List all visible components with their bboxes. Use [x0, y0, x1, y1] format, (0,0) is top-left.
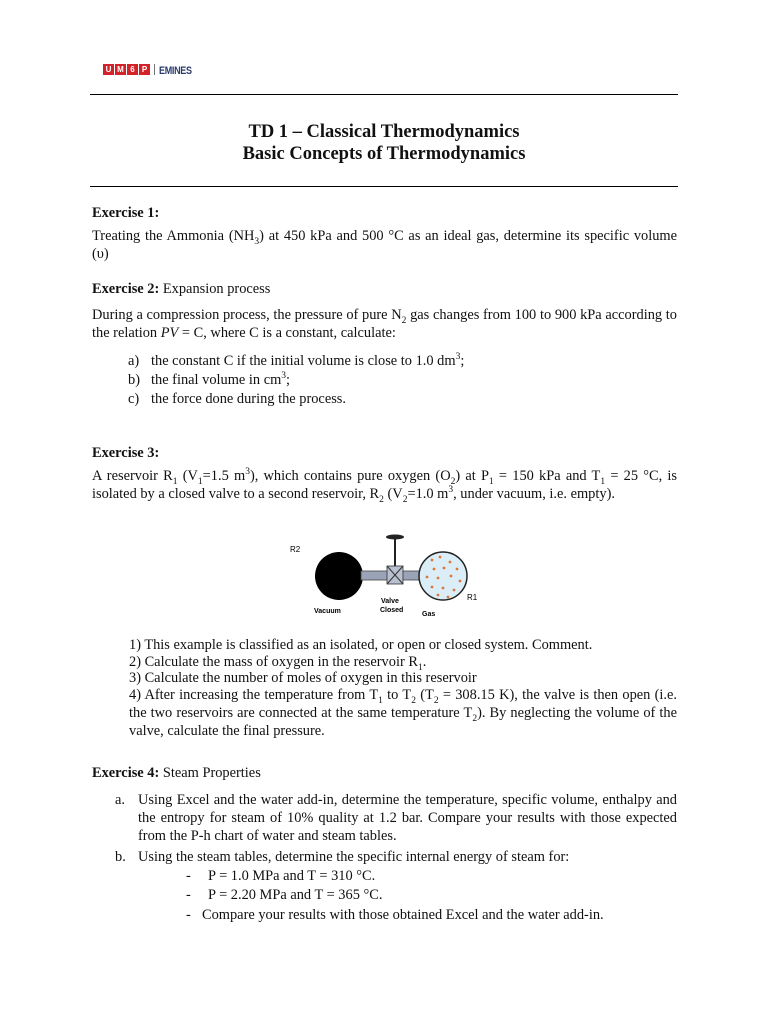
- dash-item: P = 1.0 MPa and T = 310 °C.: [208, 868, 376, 884]
- dash-marker: -: [186, 868, 191, 884]
- exercise-4-item-b: Using the steam tables, determine the specific internal energy of steam for:: [138, 849, 570, 865]
- list-item: the final volume in $cm^3$;: [151, 371, 291, 388]
- valve-handle: [386, 535, 404, 540]
- logo-letter: M: [115, 64, 126, 75]
- question-1: 1) This example is classified as an isolated, or open or closed system. Comment.: [129, 637, 593, 653]
- header-rule: [90, 94, 678, 95]
- list-marker: b.: [115, 849, 126, 865]
- reservoir-diagram: [288, 532, 488, 622]
- list-marker: b): [128, 372, 140, 388]
- exercise-3-intro: A reservoir $R_1$ ($V_1=1.5$ $m^3$), which contains pure oxygen $(O_2)$ at $P_1 = 150$ kPa and $T_1 = 25$ °C, is isolated by a closed valve to a second reservoir, $R_2$ ($V_2=1.0$ $m^3$, under vacuum, i.e. empty).: [92, 467, 677, 505]
- label-gas: Gas: [422, 611, 436, 618]
- label-r2: R2: [290, 545, 301, 554]
- um6p-logo: [103, 64, 150, 75]
- exercise-4-heading: Exercise 4: Steam Properties: [92, 765, 261, 781]
- question-2: 2) Calculate the mass of oxygen in the reservoir $R_1$.: [129, 654, 427, 673]
- label-closed: Closed: [380, 607, 404, 614]
- exercise-2-text: During a compression process, the pressure of pure $N_2$ gas changes from 100 to 900 kPa according to the relation PV = C, where C is a constant, calculate:: [92, 307, 677, 341]
- logo-letter: 6: [127, 64, 138, 75]
- logo-letter: U: [103, 64, 114, 75]
- page-title: TD 1 – Classical Thermodynamics: [248, 122, 520, 142]
- exercise-2-heading: Exercise 2: Expansion process: [92, 281, 271, 297]
- dash-item: Compare your results with those obtained Excel and the water add-in.: [202, 907, 604, 923]
- question-3: 3) Calculate the number of moles of oxygen in this reservoir: [129, 670, 477, 686]
- exercise-3-heading: Exercise 3:: [92, 445, 160, 461]
- list-item: the constant C if the initial volume is close to 1.0 $dm^3$;: [151, 352, 465, 369]
- label-valve: Valve: [381, 598, 399, 605]
- exercise-1-text: Treating the Ammonia $(NH_3)$ at 450 kPa and 500 °C as an ideal gas, determine its specific volume (υ): [92, 228, 678, 262]
- list-marker: a.: [115, 792, 125, 808]
- dash-marker: -: [186, 907, 191, 923]
- list-item: the force done during the process.: [151, 391, 347, 407]
- institution-logo: [103, 63, 192, 76]
- list-marker: a): [128, 353, 140, 369]
- label-vacuum: Vacuum: [314, 608, 341, 615]
- emines-logo: EMINES: [159, 63, 192, 76]
- exercise-4-item-a: Using Excel and the water add-in, determine the temperature, specific volume, enthalpy and the entropy for steam of 10% quality at 1.2 bar. Compare your results with those expected from the P-h chart of water and steam tables.: [138, 792, 677, 844]
- question-4: 4) After increasing the temperature from $T_1$ to $T_2$ ($T_2 = 308.15$ K), the valve is then open (i.e. the two reservoirs are connected at the same temperature $T_2$). By neglecting the volume of the valve, calculate the final pressure.: [129, 687, 677, 739]
- dash-marker: -: [186, 887, 191, 903]
- dash-item: P = 2.20 MPa and T = 365 °C.: [208, 887, 383, 903]
- title-rule: [90, 186, 678, 187]
- exercise-1-heading: Exercise 1:: [92, 205, 160, 221]
- vacuum-reservoir: [315, 552, 363, 600]
- label-r1: R1: [467, 593, 478, 602]
- page-subtitle: Basic Concepts of Thermodynamics: [242, 144, 526, 164]
- list-marker: c): [128, 391, 140, 407]
- logo-divider: [154, 64, 155, 75]
- logo-letter: P: [139, 64, 150, 75]
